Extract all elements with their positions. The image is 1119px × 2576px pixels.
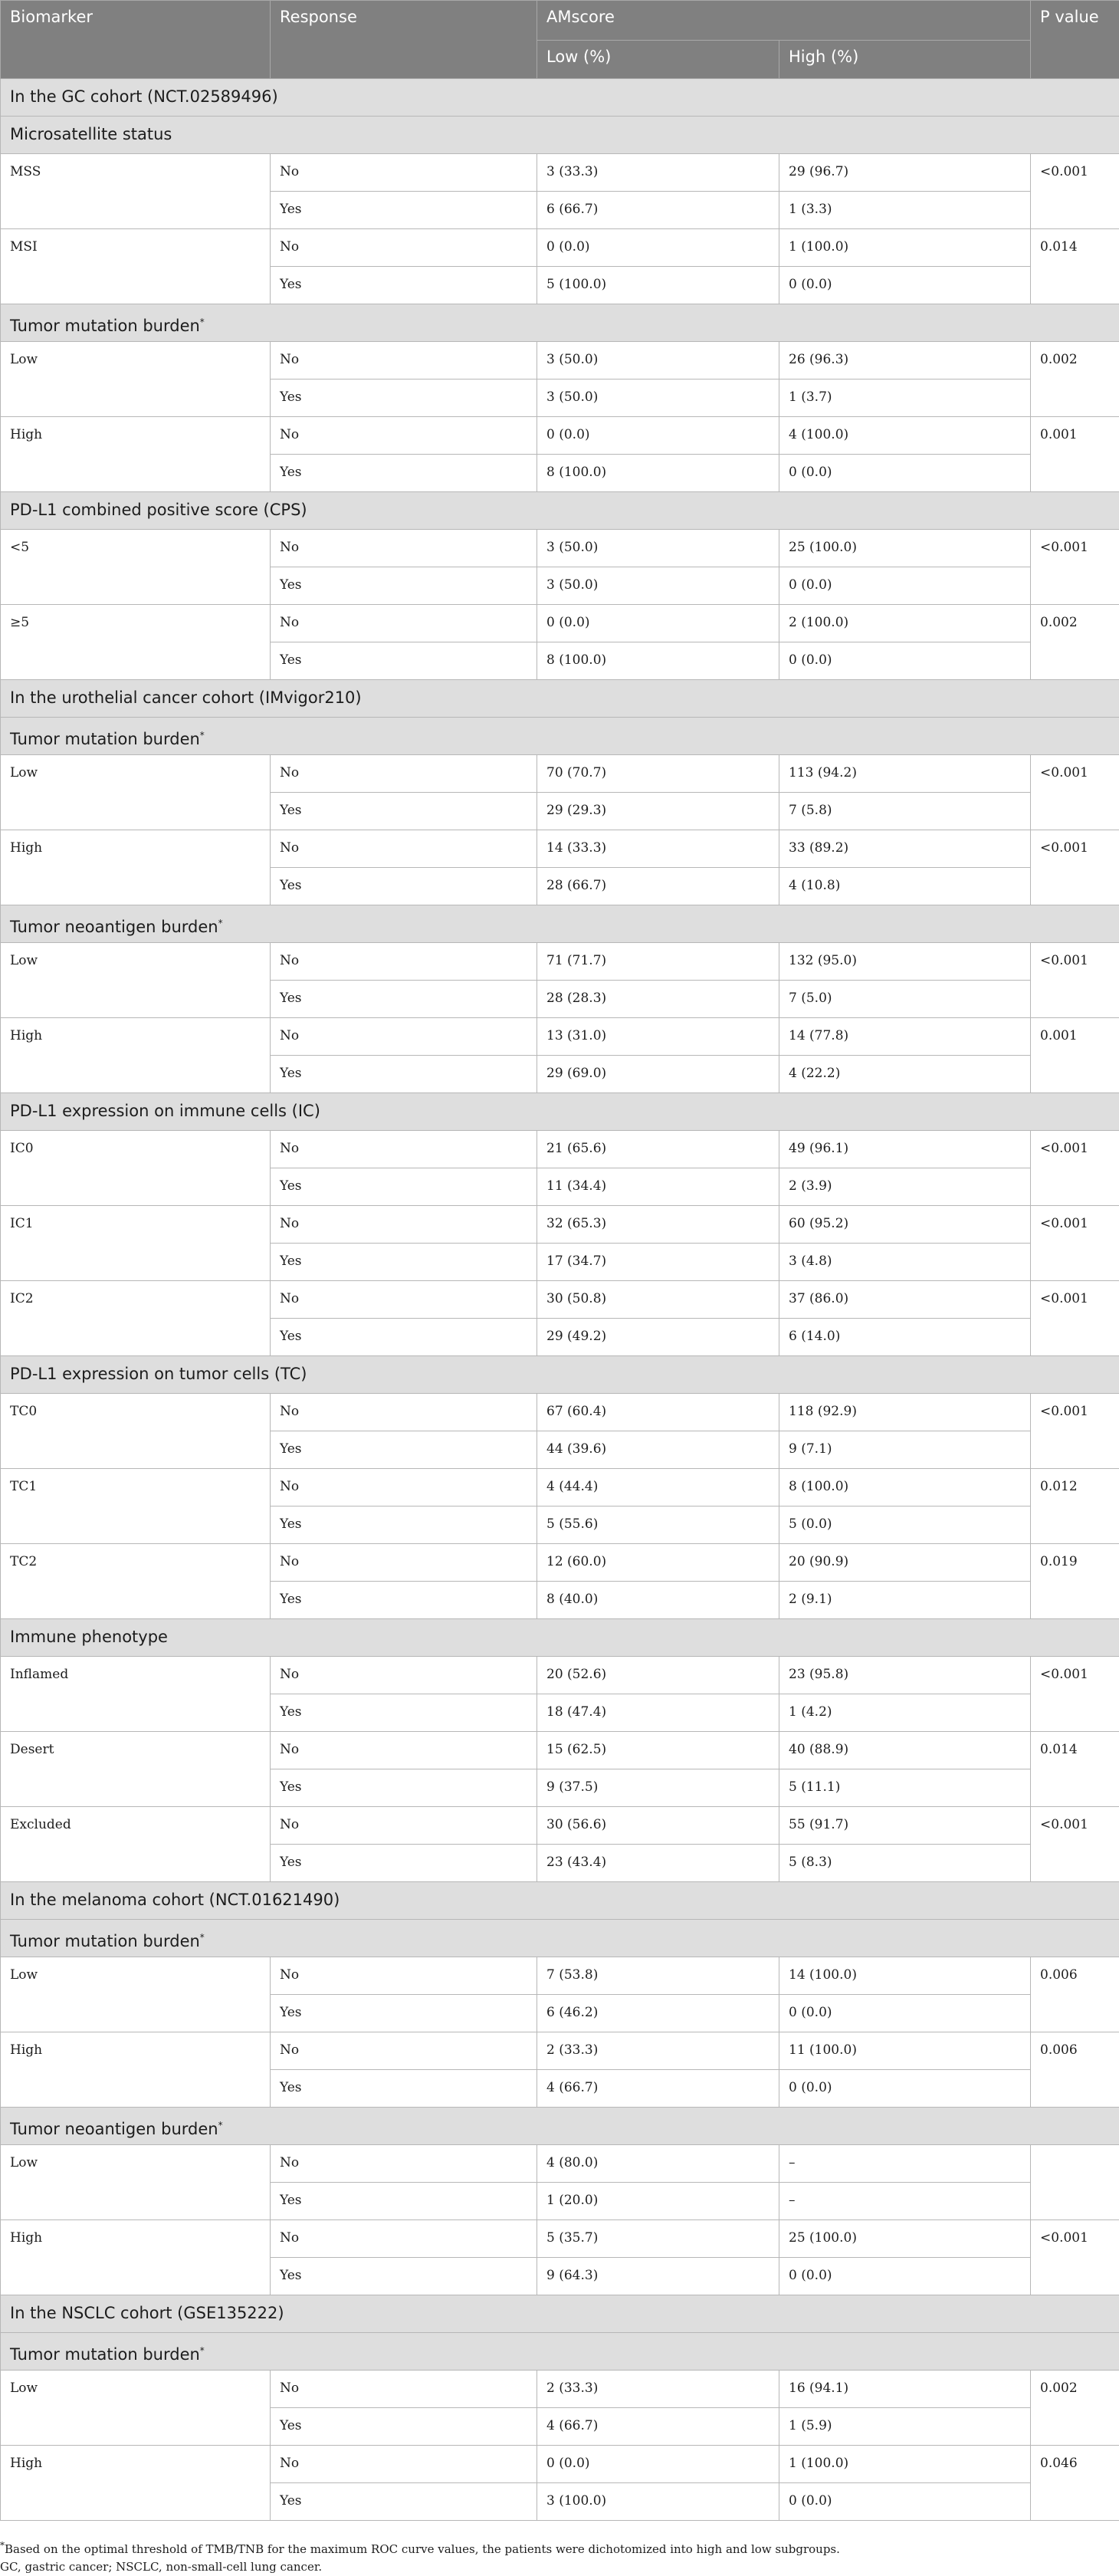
low-value: 5 (55.6) bbox=[537, 1506, 779, 1544]
high-value: 25 (100.0) bbox=[779, 2220, 1031, 2258]
high-value: 0 (0.0) bbox=[779, 2070, 1031, 2108]
low-value: 4 (80.0) bbox=[537, 2145, 779, 2183]
table-row bbox=[1, 530, 1119, 567]
biomarker-label: High bbox=[1, 830, 271, 905]
table-row bbox=[1, 1018, 1119, 1056]
biomarker-label: Low bbox=[1, 1957, 271, 2032]
biomarker-label: Excluded bbox=[1, 1807, 271, 1882]
biomarker-label: Inflamed bbox=[1, 1657, 271, 1732]
header-high: High (%) bbox=[779, 41, 1031, 79]
high-value: 113 (94.2) bbox=[779, 755, 1031, 793]
low-value: 3 (50.0) bbox=[537, 530, 779, 567]
high-value: 3 (4.8) bbox=[779, 1244, 1031, 1281]
low-value: 3 (33.3) bbox=[537, 154, 779, 192]
low-value: 9 (64.3) bbox=[537, 2258, 779, 2295]
response-no: No bbox=[271, 1018, 537, 1056]
group-title bbox=[1, 492, 1119, 530]
response-yes: Yes bbox=[271, 1769, 537, 1807]
p-value: <0.001 bbox=[1031, 943, 1119, 1018]
footnote-marker: * bbox=[218, 2120, 223, 2131]
table-row bbox=[1, 1732, 1119, 1769]
table-row bbox=[1, 1544, 1119, 1582]
p-value: <0.001 bbox=[1031, 1131, 1119, 1206]
section-row bbox=[1, 680, 1119, 718]
response-no: No bbox=[271, 342, 537, 380]
biomarker-label: Low bbox=[1, 755, 271, 830]
group-title-text: PD-L1 combined positive score (CPS) bbox=[10, 501, 307, 519]
table-row bbox=[1, 943, 1119, 981]
footnote-star bbox=[0, 2537, 1119, 2558]
low-value: 12 (60.0) bbox=[537, 1544, 779, 1582]
section-title: In the melanoma cohort (NCT.01621490) bbox=[1, 1882, 1119, 1920]
response-no: No bbox=[271, 530, 537, 567]
group-title bbox=[1, 1093, 1119, 1131]
group-row bbox=[1, 1356, 1119, 1394]
low-value: 3 (50.0) bbox=[537, 380, 779, 417]
high-value: 20 (90.9) bbox=[779, 1544, 1031, 1582]
biomarker-label: IC2 bbox=[1, 1281, 271, 1356]
table-row bbox=[1, 1807, 1119, 1845]
low-value: 0 (0.0) bbox=[537, 605, 779, 642]
high-value: 16 (94.1) bbox=[779, 2371, 1031, 2408]
response-no: No bbox=[271, 154, 537, 192]
table-row bbox=[1, 229, 1119, 267]
response-yes: Yes bbox=[271, 1431, 537, 1469]
high-value: 0 (0.0) bbox=[779, 1995, 1031, 2032]
group-title bbox=[1, 304, 1119, 342]
footnote-abbreviations: GC, gastric cancer; NSCLC, non-small-cell lung cancer. bbox=[0, 2558, 1119, 2576]
high-value: 25 (100.0) bbox=[779, 530, 1031, 567]
group-title-text: Microsatellite status bbox=[10, 125, 172, 143]
response-yes: Yes bbox=[271, 455, 537, 492]
table-row bbox=[1, 342, 1119, 380]
table-row bbox=[1, 2220, 1119, 2258]
low-value: 23 (43.4) bbox=[537, 1845, 779, 1882]
high-value: 1 (3.7) bbox=[779, 380, 1031, 417]
low-value: 2 (33.3) bbox=[537, 2371, 779, 2408]
response-no: No bbox=[271, 1807, 537, 1845]
high-value: 5 (0.0) bbox=[779, 1506, 1031, 1544]
response-no: No bbox=[271, 2371, 537, 2408]
footnote-star-text: Based on the optimal threshold of TMB/TNB for the maximum ROC curve values, the patients were dichotomized into high and low subgroups. bbox=[5, 2542, 840, 2556]
table-row bbox=[1, 1957, 1119, 1995]
biomarker-label: High bbox=[1, 2220, 271, 2295]
response-no: No bbox=[271, 1544, 537, 1582]
biomarker-label: MSI bbox=[1, 229, 271, 304]
low-value: 67 (60.4) bbox=[537, 1394, 779, 1431]
high-value: 0 (0.0) bbox=[779, 642, 1031, 680]
footnote-marker: * bbox=[200, 1932, 205, 1943]
group-row bbox=[1, 1619, 1119, 1657]
response-yes: Yes bbox=[271, 1582, 537, 1619]
response-yes: Yes bbox=[271, 192, 537, 229]
low-value: 11 (34.4) bbox=[537, 1168, 779, 1206]
low-value: 30 (50.8) bbox=[537, 1281, 779, 1319]
high-value: 0 (0.0) bbox=[779, 455, 1031, 492]
response-no: No bbox=[271, 2032, 537, 2070]
low-value: 32 (65.3) bbox=[537, 1206, 779, 1244]
response-yes: Yes bbox=[271, 793, 537, 830]
p-value: 0.019 bbox=[1031, 1544, 1119, 1619]
response-yes: Yes bbox=[271, 2408, 537, 2446]
table-row bbox=[1, 2145, 1119, 2183]
biomarker-label: Desert bbox=[1, 1732, 271, 1807]
low-value: 3 (100.0) bbox=[537, 2483, 779, 2521]
response-no: No bbox=[271, 1657, 537, 1694]
low-value: 30 (56.6) bbox=[537, 1807, 779, 1845]
response-no: No bbox=[271, 1206, 537, 1244]
biomarker-label: TC1 bbox=[1, 1469, 271, 1544]
section-row bbox=[1, 1882, 1119, 1920]
low-value: 5 (100.0) bbox=[537, 267, 779, 304]
footnote-marker: * bbox=[200, 730, 205, 741]
biomarker-label: TC2 bbox=[1, 1544, 271, 1619]
low-value: 44 (39.6) bbox=[537, 1431, 779, 1469]
group-title-text: Tumor mutation burden bbox=[10, 317, 200, 335]
p-value: 0.002 bbox=[1031, 605, 1119, 680]
low-value: 0 (0.0) bbox=[537, 417, 779, 455]
p-value: <0.001 bbox=[1031, 1394, 1119, 1469]
response-yes: Yes bbox=[271, 1056, 537, 1093]
group-title-text: Immune phenotype bbox=[10, 1628, 168, 1646]
response-no: No bbox=[271, 2446, 537, 2483]
p-value: 0.002 bbox=[1031, 2371, 1119, 2446]
p-value: 0.002 bbox=[1031, 342, 1119, 417]
high-value: 0 (0.0) bbox=[779, 2483, 1031, 2521]
high-value: 33 (89.2) bbox=[779, 830, 1031, 868]
low-value: 13 (31.0) bbox=[537, 1018, 779, 1056]
response-yes: Yes bbox=[271, 1845, 537, 1882]
high-value: – bbox=[779, 2183, 1031, 2220]
high-value: 26 (96.3) bbox=[779, 342, 1031, 380]
low-value: 8 (100.0) bbox=[537, 455, 779, 492]
high-value: 11 (100.0) bbox=[779, 2032, 1031, 2070]
response-no: No bbox=[271, 417, 537, 455]
high-value: 0 (0.0) bbox=[779, 2258, 1031, 2295]
header-amscore: AMscore bbox=[537, 1, 1031, 41]
table-row bbox=[1, 1131, 1119, 1168]
group-row bbox=[1, 117, 1119, 154]
p-value: <0.001 bbox=[1031, 1807, 1119, 1882]
high-value: 8 (100.0) bbox=[779, 1469, 1031, 1506]
table-row bbox=[1, 1206, 1119, 1244]
high-value: 118 (92.9) bbox=[779, 1394, 1031, 1431]
p-value: <0.001 bbox=[1031, 830, 1119, 905]
low-value: 4 (66.7) bbox=[537, 2070, 779, 2108]
header-response: Response bbox=[271, 1, 537, 79]
high-value: 0 (0.0) bbox=[779, 567, 1031, 605]
low-value: 3 (50.0) bbox=[537, 567, 779, 605]
low-value: 28 (28.3) bbox=[537, 981, 779, 1018]
biomarker-label: ≥5 bbox=[1, 605, 271, 680]
high-value: 60 (95.2) bbox=[779, 1206, 1031, 1244]
group-title bbox=[1, 905, 1119, 943]
p-value bbox=[1031, 2145, 1119, 2220]
section-row bbox=[1, 2295, 1119, 2333]
group-row bbox=[1, 492, 1119, 530]
table-row bbox=[1, 755, 1119, 793]
table-row bbox=[1, 605, 1119, 642]
high-value: 4 (10.8) bbox=[779, 868, 1031, 905]
p-value: 0.001 bbox=[1031, 1018, 1119, 1093]
table-row bbox=[1, 1394, 1119, 1431]
high-value: 1 (5.9) bbox=[779, 2408, 1031, 2446]
group-title-text: Tumor mutation burden bbox=[10, 730, 200, 748]
response-yes: Yes bbox=[271, 642, 537, 680]
low-value: 17 (34.7) bbox=[537, 1244, 779, 1281]
low-value: 9 (37.5) bbox=[537, 1769, 779, 1807]
p-value: 0.014 bbox=[1031, 229, 1119, 304]
table-header-row bbox=[1, 1, 1119, 41]
response-no: No bbox=[271, 943, 537, 981]
high-value: 7 (5.0) bbox=[779, 981, 1031, 1018]
footnote-marker: * bbox=[218, 918, 223, 928]
table-footnotes bbox=[0, 2537, 1119, 2576]
footnote-star-mark: * bbox=[0, 2540, 5, 2551]
table-row bbox=[1, 1469, 1119, 1506]
group-title bbox=[1, 117, 1119, 154]
response-no: No bbox=[271, 2145, 537, 2183]
response-no: No bbox=[271, 2220, 537, 2258]
response-yes: Yes bbox=[271, 567, 537, 605]
group-row bbox=[1, 718, 1119, 755]
group-title-text: Tumor neoantigen burden bbox=[10, 2120, 218, 2138]
table-row bbox=[1, 154, 1119, 192]
p-value: <0.001 bbox=[1031, 1657, 1119, 1732]
biomarker-label: High bbox=[1, 417, 271, 492]
group-title bbox=[1, 1356, 1119, 1394]
biomarker-label: MSS bbox=[1, 154, 271, 229]
group-row bbox=[1, 1093, 1119, 1131]
high-value: 55 (91.7) bbox=[779, 1807, 1031, 1845]
p-value: 0.014 bbox=[1031, 1732, 1119, 1807]
low-value: 6 (46.2) bbox=[537, 1995, 779, 2032]
p-value: <0.001 bbox=[1031, 1206, 1119, 1281]
table-row bbox=[1, 830, 1119, 868]
high-value: 4 (100.0) bbox=[779, 417, 1031, 455]
low-value: 8 (40.0) bbox=[537, 1582, 779, 1619]
p-value: 0.012 bbox=[1031, 1469, 1119, 1544]
group-row bbox=[1, 304, 1119, 342]
biomarker-label: IC1 bbox=[1, 1206, 271, 1281]
table-row bbox=[1, 417, 1119, 455]
biomarker-label: High bbox=[1, 2446, 271, 2521]
footnote-marker: * bbox=[200, 317, 205, 327]
high-value: 2 (100.0) bbox=[779, 605, 1031, 642]
high-value: 4 (22.2) bbox=[779, 1056, 1031, 1093]
response-yes: Yes bbox=[271, 2483, 537, 2521]
high-value: 49 (96.1) bbox=[779, 1131, 1031, 1168]
low-value: 14 (33.3) bbox=[537, 830, 779, 868]
group-title-text: PD-L1 expression on tumor cells (TC) bbox=[10, 1365, 307, 1383]
section-title: In the GC cohort (NCT.02589496) bbox=[1, 79, 1119, 117]
response-no: No bbox=[271, 605, 537, 642]
group-title bbox=[1, 718, 1119, 755]
low-value: 70 (70.7) bbox=[537, 755, 779, 793]
response-no: No bbox=[271, 1957, 537, 1995]
biomarker-label: Low bbox=[1, 943, 271, 1018]
response-yes: Yes bbox=[271, 1694, 537, 1732]
response-yes: Yes bbox=[271, 380, 537, 417]
group-row bbox=[1, 2108, 1119, 2145]
group-row bbox=[1, 1920, 1119, 1957]
low-value: 8 (100.0) bbox=[537, 642, 779, 680]
low-value: 21 (65.6) bbox=[537, 1131, 779, 1168]
high-value: 1 (4.2) bbox=[779, 1694, 1031, 1732]
low-value: 18 (47.4) bbox=[537, 1694, 779, 1732]
response-yes: Yes bbox=[271, 981, 537, 1018]
biomarker-label: IC0 bbox=[1, 1131, 271, 1206]
low-value: 29 (69.0) bbox=[537, 1056, 779, 1093]
high-value: 9 (7.1) bbox=[779, 1431, 1031, 1469]
biomarker-label: Low bbox=[1, 2145, 271, 2220]
high-value: 132 (95.0) bbox=[779, 943, 1031, 981]
response-no: No bbox=[271, 1131, 537, 1168]
p-value: <0.001 bbox=[1031, 755, 1119, 830]
response-no: No bbox=[271, 755, 537, 793]
low-value: 71 (71.7) bbox=[537, 943, 779, 981]
low-value: 2 (33.3) bbox=[537, 2032, 779, 2070]
group-title bbox=[1, 1619, 1119, 1657]
p-value: <0.001 bbox=[1031, 530, 1119, 605]
p-value: 0.006 bbox=[1031, 2032, 1119, 2108]
p-value: <0.001 bbox=[1031, 1281, 1119, 1356]
response-no: No bbox=[271, 1732, 537, 1769]
footnote-marker: * bbox=[200, 2345, 205, 2356]
low-value: 0 (0.0) bbox=[537, 229, 779, 267]
table-row bbox=[1, 1281, 1119, 1319]
section-row bbox=[1, 79, 1119, 117]
p-value: 0.046 bbox=[1031, 2446, 1119, 2521]
low-value: 28 (66.7) bbox=[537, 868, 779, 905]
response-yes: Yes bbox=[271, 1506, 537, 1544]
low-value: 3 (50.0) bbox=[537, 342, 779, 380]
low-value: 29 (29.3) bbox=[537, 793, 779, 830]
low-value: 0 (0.0) bbox=[537, 2446, 779, 2483]
high-value: 1 (3.3) bbox=[779, 192, 1031, 229]
group-title-text: Tumor mutation burden bbox=[10, 2345, 200, 2364]
response-yes: Yes bbox=[271, 2258, 537, 2295]
low-value: 1 (20.0) bbox=[537, 2183, 779, 2220]
high-value: – bbox=[779, 2145, 1031, 2183]
high-value: 14 (100.0) bbox=[779, 1957, 1031, 1995]
high-value: 6 (14.0) bbox=[779, 1319, 1031, 1356]
biomarker-label: High bbox=[1, 2032, 271, 2108]
low-value: 4 (66.7) bbox=[537, 2408, 779, 2446]
p-value: 0.001 bbox=[1031, 417, 1119, 492]
group-title bbox=[1, 2108, 1119, 2145]
group-title-text: Tumor neoantigen burden bbox=[10, 918, 218, 936]
high-value: 2 (9.1) bbox=[779, 1582, 1031, 1619]
response-yes: Yes bbox=[271, 868, 537, 905]
response-yes: Yes bbox=[271, 267, 537, 304]
table-row bbox=[1, 2032, 1119, 2070]
response-yes: Yes bbox=[271, 1168, 537, 1206]
section-title: In the urothelial cancer cohort (IMvigor210) bbox=[1, 680, 1119, 718]
high-value: 40 (88.9) bbox=[779, 1732, 1031, 1769]
table-row bbox=[1, 2446, 1119, 2483]
high-value: 23 (95.8) bbox=[779, 1657, 1031, 1694]
biomarker-label: TC0 bbox=[1, 1394, 271, 1469]
low-value: 20 (52.6) bbox=[537, 1657, 779, 1694]
header-low: Low (%) bbox=[537, 41, 779, 79]
response-no: No bbox=[271, 830, 537, 868]
section-title: In the NSCLC cohort (GSE135222) bbox=[1, 2295, 1119, 2333]
biomarker-label: High bbox=[1, 1018, 271, 1093]
group-title bbox=[1, 2333, 1119, 2371]
low-value: 5 (35.7) bbox=[537, 2220, 779, 2258]
response-no: No bbox=[271, 229, 537, 267]
high-value: 2 (3.9) bbox=[779, 1168, 1031, 1206]
response-no: No bbox=[271, 1469, 537, 1506]
response-yes: Yes bbox=[271, 1244, 537, 1281]
group-title-text: PD-L1 expression on immune cells (IC) bbox=[10, 1102, 320, 1120]
high-value: 0 (0.0) bbox=[779, 267, 1031, 304]
biomarker-label: Low bbox=[1, 342, 271, 417]
group-row bbox=[1, 2333, 1119, 2371]
low-value: 6 (66.7) bbox=[537, 192, 779, 229]
low-value: 15 (62.5) bbox=[537, 1732, 779, 1769]
high-value: 37 (86.0) bbox=[779, 1281, 1031, 1319]
group-row bbox=[1, 905, 1119, 943]
response-no: No bbox=[271, 1281, 537, 1319]
p-value: <0.001 bbox=[1031, 2220, 1119, 2295]
group-title bbox=[1, 1920, 1119, 1957]
header-biomarker: Biomarker bbox=[1, 1, 271, 79]
table-row bbox=[1, 2371, 1119, 2408]
p-value: <0.001 bbox=[1031, 154, 1119, 229]
response-no: No bbox=[271, 1394, 537, 1431]
high-value: 5 (11.1) bbox=[779, 1769, 1031, 1807]
low-value: 29 (49.2) bbox=[537, 1319, 779, 1356]
response-yes: Yes bbox=[271, 1319, 537, 1356]
biomarker-label: Low bbox=[1, 2371, 271, 2446]
biomarker-label: <5 bbox=[1, 530, 271, 605]
low-value: 4 (44.4) bbox=[537, 1469, 779, 1506]
group-title-text: Tumor mutation burden bbox=[10, 1932, 200, 1950]
high-value: 29 (96.7) bbox=[779, 154, 1031, 192]
table-row bbox=[1, 1657, 1119, 1694]
p-value: 0.006 bbox=[1031, 1957, 1119, 2032]
response-yes: Yes bbox=[271, 2070, 537, 2108]
response-yes: Yes bbox=[271, 1995, 537, 2032]
header-p-value: P value bbox=[1031, 1, 1119, 79]
high-value: 14 (77.8) bbox=[779, 1018, 1031, 1056]
high-value: 1 (100.0) bbox=[779, 2446, 1031, 2483]
high-value: 7 (5.8) bbox=[779, 793, 1031, 830]
response-yes: Yes bbox=[271, 2183, 537, 2220]
high-value: 5 (8.3) bbox=[779, 1845, 1031, 1882]
low-value: 7 (53.8) bbox=[537, 1957, 779, 1995]
high-value: 1 (100.0) bbox=[779, 229, 1031, 267]
